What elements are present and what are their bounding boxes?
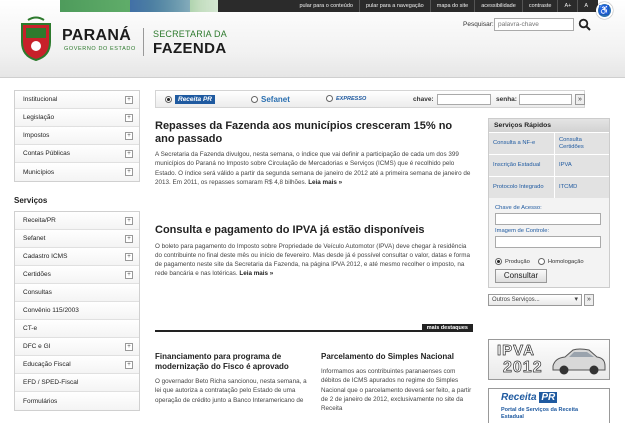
- more-news-link[interactable]: mais destaques: [422, 324, 473, 332]
- ipva-banner[interactable]: [488, 339, 610, 380]
- news-column: [155, 352, 307, 405]
- accessibility-bar: [218, 0, 598, 12]
- news-body: [155, 242, 473, 279]
- news-item: [155, 224, 473, 279]
- menu-item-label: Impostos: [23, 132, 50, 139]
- chave-acesso-label: Chave de Acesso:: [495, 205, 542, 211]
- option-homologacao[interactable]: [538, 258, 584, 265]
- header-separator: [143, 28, 144, 56]
- senha-label: senha:: [496, 96, 517, 103]
- receita-pr-banner-subtitle: Portal de Serviços da Receita Estadual: [501, 407, 579, 420]
- contrast-link[interactable]: contraste: [522, 0, 558, 12]
- accessibility-icon[interactable]: ♿: [596, 2, 613, 19]
- expand-icon[interactable]: +: [125, 271, 133, 279]
- receita-pr-banner-logo: Receita PR: [501, 392, 556, 403]
- service-formularios[interactable]: [15, 392, 139, 410]
- imagem-controle-input[interactable]: [495, 236, 601, 248]
- service-label: CT-e: [23, 325, 38, 332]
- menu-item-contas-publicas[interactable]: [15, 145, 139, 163]
- chave-acesso-input[interactable]: [495, 213, 601, 225]
- quick-link-ipva[interactable]: IPVA: [555, 154, 609, 176]
- menu-item-label: Legislação: [23, 114, 55, 121]
- expand-icon[interactable]: +: [125, 235, 133, 243]
- more-news-divider: [155, 324, 473, 332]
- service-receita-pr[interactable]: [15, 212, 139, 230]
- sidebar: [14, 90, 140, 411]
- menu-item-institucional[interactable]: [15, 91, 139, 109]
- service-label: EFD / SPED-Fiscal: [23, 379, 79, 386]
- other-services: [488, 294, 610, 306]
- brand-subtitle: GOVERNO DO ESTADO: [64, 46, 136, 52]
- radio-expresso[interactable]: [326, 95, 333, 102]
- font-increase-link[interactable]: A+: [557, 0, 577, 12]
- quick-link-nfe[interactable]: Consulta a NF-e: [489, 132, 555, 154]
- menu-item-label: Institucional: [23, 96, 58, 103]
- portal-login-bar: [155, 90, 585, 108]
- menu-item-legislacao[interactable]: [15, 109, 139, 127]
- news-text: A Secretaria da Fazenda divulgou, nesta semana, o índice que vai definir a participação de cada um dos 399 municípios do Paraná no Imposto sobre Circulação de Mercadorias e Serviços (ICMS) que é recolhido pelo Estado. O índice será válido a partir da segunda semana de janeiro de 2012 até a primeira semana de janeiro de 2013. Em 2011, os repasses somaram R$ 4,8 bilhões.: [155, 151, 471, 186]
- service-consultas[interactable]: [15, 284, 139, 302]
- news-item: [155, 120, 473, 187]
- search-input[interactable]: [494, 18, 574, 31]
- brand-name[interactable]: PARANÁ: [62, 27, 132, 44]
- service-sefanet[interactable]: [15, 230, 139, 248]
- service-certidoes[interactable]: [15, 266, 139, 284]
- expresso-logo: EXPRESSO: [336, 95, 367, 102]
- environment-radios: [495, 258, 603, 265]
- news-title[interactable]: Consulta e pagamento do IPVA já estão disponíveis: [155, 224, 425, 236]
- skip-to-navigation-link[interactable]: pular para a navegação: [359, 0, 430, 12]
- service-educacao-fiscal[interactable]: [15, 356, 139, 374]
- site-header: [0, 0, 625, 78]
- quick-services: [488, 118, 610, 288]
- quick-link-protocolo[interactable]: Protocolo Integrado: [489, 176, 555, 198]
- service-dfc-gi[interactable]: [15, 338, 139, 356]
- ipva-year: 2012: [503, 359, 543, 376]
- news-title[interactable]: Repasses da Fazenda aos municípios cresceram 15% no ano passado: [155, 120, 453, 145]
- service-efd-sped[interactable]: [15, 374, 139, 392]
- read-more-link[interactable]: Leia mais »: [239, 270, 274, 278]
- main-menu: [14, 90, 140, 182]
- expand-icon[interactable]: +: [125, 361, 133, 369]
- service-label: Educação Fiscal: [23, 361, 71, 368]
- quick-link-inscricao[interactable]: Inscrição Estadual: [489, 154, 555, 176]
- radio-homologacao[interactable]: [538, 258, 545, 265]
- secretaria-title[interactable]: FAZENDA: [153, 40, 227, 57]
- menu-item-impostos[interactable]: [15, 127, 139, 145]
- font-default-link[interactable]: A: [577, 0, 594, 12]
- news-body: [155, 150, 473, 187]
- expand-icon[interactable]: +: [125, 150, 133, 158]
- radio-receita-pr[interactable]: [165, 96, 172, 103]
- secretaria-label: SECRETARIA DA: [153, 29, 227, 39]
- search-label: Pesquisar:: [463, 21, 494, 28]
- imagem-controle-label: Imagem de Controle:: [495, 228, 550, 234]
- services-title: Serviços: [14, 196, 48, 205]
- quick-link-itcmd[interactable]: ITCMD: [555, 176, 609, 198]
- service-label: Formulários: [23, 397, 58, 405]
- option-producao[interactable]: [495, 258, 530, 265]
- nfe-query-form: [489, 198, 609, 287]
- other-services-go-button[interactable]: »: [584, 294, 594, 306]
- column-body: Informamos aos contribuintes paranaenses com débitos de ICMS apurados no regime do Simples Nacional que o parcelamento deverá ser feito, a partir de 2 de janeiro de 2012, exclusivamente no site da Receita: [321, 368, 472, 413]
- expand-icon[interactable]: +: [125, 114, 133, 122]
- service-label: Cadastro ICMS: [23, 253, 68, 260]
- expand-icon[interactable]: +: [125, 343, 133, 351]
- service-label: Receita/PR: [23, 217, 56, 224]
- expand-icon[interactable]: +: [125, 168, 133, 176]
- option-expresso[interactable]: [326, 95, 366, 102]
- column-title[interactable]: Parcelamento do Simples Nacional: [321, 352, 454, 361]
- coat-of-arms-icon: [18, 16, 54, 62]
- expand-icon[interactable]: +: [125, 132, 133, 140]
- consultar-button[interactable]: Consultar: [495, 269, 547, 283]
- menu-item-label: Municípios: [23, 168, 55, 176]
- menu-item-municipios[interactable]: [15, 163, 139, 181]
- service-label: Certidões: [23, 271, 51, 278]
- ipva-title: IPVA: [497, 342, 535, 359]
- expand-icon[interactable]: +: [125, 217, 133, 225]
- senha-input[interactable]: [519, 94, 572, 105]
- receita-pr-logo: Receita PR: [175, 95, 215, 104]
- car-icon: [549, 346, 607, 376]
- quick-services-title: Serviços Rápidos: [489, 119, 609, 132]
- column-title[interactable]: Financiamento para programa de modernização do Fisco é aprovado: [155, 352, 289, 371]
- read-more-link[interactable]: Leia mais »: [308, 178, 343, 186]
- service-label: Sefanet: [23, 235, 46, 242]
- service-cte[interactable]: [15, 320, 139, 338]
- skip-to-content-link[interactable]: pular para o conteúdo: [299, 3, 353, 9]
- service-convenio[interactable]: [15, 302, 139, 320]
- service-label: DFC e GI: [23, 343, 51, 350]
- producao-label: Produção: [505, 258, 530, 265]
- column-body: O governador Beto Richa sancionou, nesta semana, a lei que autoriza a contratação pelo Estado de uma operação de crédito junto a Banco Interamericano de: [155, 378, 307, 404]
- news-text: O boleto para pagamento do Imposto sobre Propriedade de Veículo Automotor (IPVA) deve chegar à residência do contribuinte no final deste mês ou início de fevereiro. Mas desde já é possível consultar o valor, datas e forma de pagamento neste site da Secretaria da Fazenda, na página IPVA 2012, e até mesmo recolher o imposto, na rede bancária e nas lotéricas.: [155, 242, 471, 278]
- right-panel: [488, 118, 610, 306]
- homologacao-label: Homologação: [547, 258, 584, 265]
- sitemap-link[interactable]: mapa do site: [430, 0, 475, 12]
- radio-producao[interactable]: [495, 258, 502, 265]
- expand-icon[interactable]: +: [125, 96, 133, 104]
- chave-input[interactable]: [437, 94, 491, 105]
- quick-links-grid: [489, 132, 609, 198]
- login-go-button[interactable]: »: [575, 94, 585, 105]
- chave-label: chave:: [413, 96, 434, 103]
- service-label: Consultas: [23, 289, 52, 296]
- sefanet-logo: Sefanet: [261, 95, 290, 104]
- option-sefanet[interactable]: [251, 95, 290, 104]
- radio-sefanet[interactable]: [251, 96, 258, 103]
- receita-pr-banner[interactable]: [488, 388, 610, 423]
- service-cadastro-icms[interactable]: [15, 248, 139, 266]
- menu-item-label: Contas Públicas: [23, 150, 70, 157]
- other-services-select[interactable]: Outros Serviços... ▾: [488, 294, 582, 306]
- quick-link-certidoes[interactable]: Consulta Certidões: [555, 132, 609, 154]
- accessibility-link[interactable]: acessibilidade: [474, 0, 522, 12]
- service-label: Convênio 115/2003: [23, 307, 79, 314]
- news-column: [321, 352, 473, 413]
- search-icon[interactable]: [578, 18, 591, 31]
- services-menu: [14, 211, 140, 411]
- expand-icon[interactable]: +: [125, 253, 133, 261]
- option-receita-pr[interactable]: [165, 95, 215, 104]
